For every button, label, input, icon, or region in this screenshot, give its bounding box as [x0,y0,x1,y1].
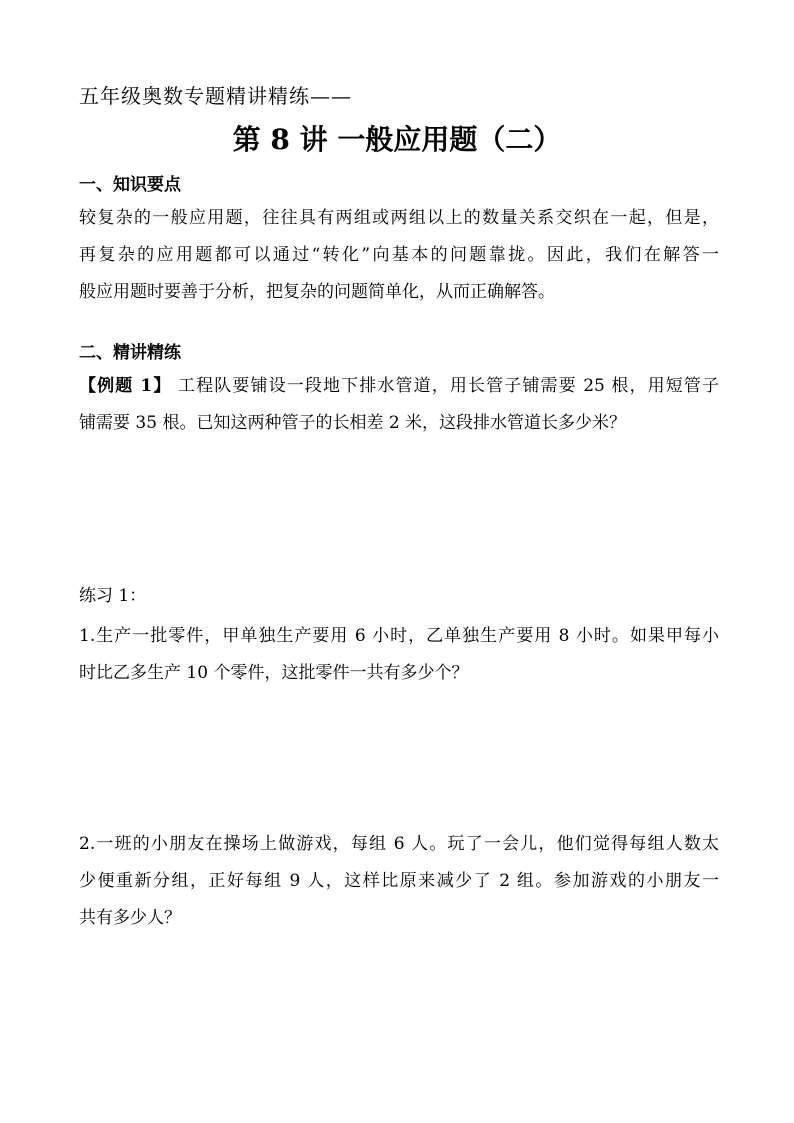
problem-line: 少便重新分组，正好每组 9 人，这样比原来减少了 2 组。参加游戏的小朋友一 [79,871,719,891]
lecture-title: 第 8 讲 一般应用题（二） [232,123,562,156]
example-1-line: 铺需要 35 根。已知这两种管子的长相差 2 米，这段排水管道长多少米？ [79,413,627,433]
problem-1 [79,618,719,692]
example-1-line [79,368,719,405]
problem-line: 共有多少人？ [79,908,181,928]
paragraph-line: 较复杂的一般应用题，往往具有两组或两组以上的数量关系交织在一起，但是， [79,208,719,228]
paragraph-line: 般应用题时要善于分析，把复杂的问题简单化，从而正确解答。 [79,282,555,302]
section-heading-practice: 二、精讲精练 [79,343,181,363]
example-1-label: 【例题 1】 [79,376,172,396]
problem-line: 1.生产一批零件，甲单独生产要用 6 小时，乙单独生产要用 8 小时。如果甲每小 [79,626,719,646]
practice-label [79,578,719,615]
problem-line: 时比乙多生产 10 个零件，这批零件一共有多少个？ [79,663,469,683]
knowledge-points-paragraph [79,200,719,311]
problem-line: 2.一班的小朋友在操场上做游戏，每组 6 人。玩了一会儿，他们觉得每组人数太 [79,834,719,854]
problem-2 [79,826,719,937]
paragraph-line: 再复杂的应用题都可以通过“转化”向基本的问题靠拢。因此，我们在解答一 [79,245,719,265]
example-1-text: 工程队要铺设一段地下排水管道，用长管子铺需要 25 根，用短管子 [171,376,719,396]
series-title: 五年级奥数专题精讲精练—— [79,84,352,108]
example-1 [79,368,719,442]
practice-label-text: 练习 1： [79,586,147,606]
section-heading-knowledge-points: 一、知识要点 [79,175,181,195]
